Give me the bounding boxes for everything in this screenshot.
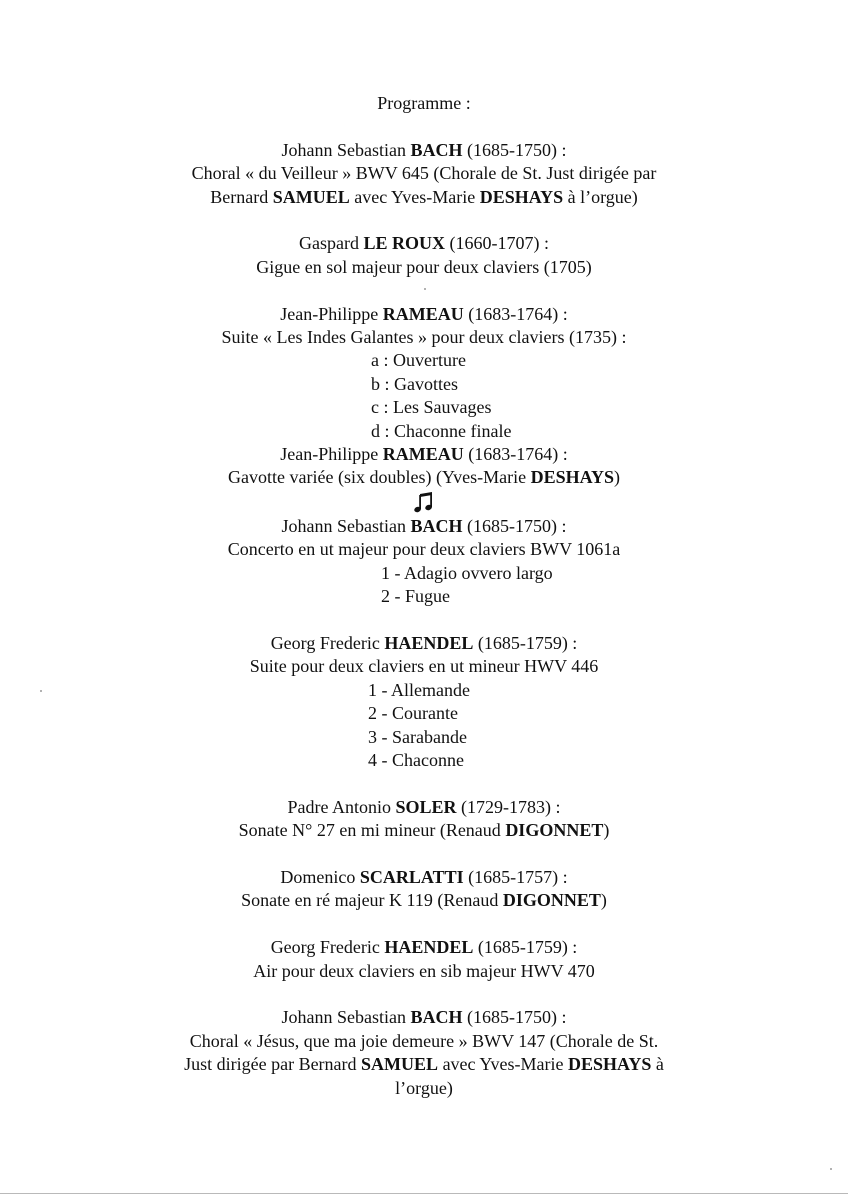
composer-first-name: Gaspard: [299, 233, 364, 254]
work-text: Gigue en sol majeur pour deux claviers (1705): [256, 256, 592, 277]
composer-dates: (1685-1750) :: [462, 139, 567, 160]
spacer: [0, 983, 848, 1006]
performer-name: DIGONNET: [502, 890, 601, 911]
composer-heading: [0, 936, 848, 959]
movement-item: a : Ouverture: [371, 350, 466, 371]
performer-name: DIGONNET: [505, 820, 604, 841]
composer-last-name: RAMEAU: [382, 444, 464, 465]
program-title: Programme :: [377, 93, 471, 113]
movement-item: 1 - Allemande: [368, 679, 470, 700]
work-text: l’orgue): [395, 1077, 453, 1098]
work-text: Choral « Jésus, que ma joie demeure » BWV 147 (Chorale de St.: [189, 1030, 659, 1051]
work-text: ): [600, 890, 607, 911]
composer-last-name: BACH: [410, 1007, 463, 1028]
work-line: [0, 1030, 848, 1053]
work-line: [0, 162, 848, 185]
composer-first-name: Domenico: [280, 866, 360, 887]
movement-item: 1 - Adagio ovvero largo: [381, 562, 553, 583]
work-line: [0, 466, 848, 489]
music-note-icon: [0, 491, 848, 515]
work-text: Choral « du Veilleur » BWV 645 (Chorale de St. Just dirigée par: [191, 163, 657, 184]
composer-dates: (1685-1759) :: [473, 632, 578, 653]
spacer: [0, 843, 848, 866]
composer-heading: [0, 303, 848, 326]
work-text: Bernard: [210, 186, 273, 207]
composer-heading: [0, 1006, 848, 1029]
work-line: [0, 256, 848, 279]
composer-heading: [0, 796, 848, 819]
work-line: [0, 889, 848, 912]
movement-item: b : Gavottes: [371, 373, 458, 394]
program-list: [0, 92, 848, 1100]
composer-heading: [0, 232, 848, 255]
work-text: Just dirigée par Bernard: [184, 1054, 362, 1075]
movement-item: c : Les Sauvages: [371, 397, 492, 418]
composer-last-name: SCARLATTI: [359, 866, 464, 887]
work-text: Sonate en ré majeur K 119 (Renaud: [241, 890, 503, 911]
scan-speck: [40, 690, 42, 692]
scan-speck: [830, 1168, 832, 1170]
composer-first-name: Jean-Philippe: [280, 444, 383, 465]
work-text: Concerto en ut majeur pour deux claviers BWV 1061a: [227, 539, 621, 560]
composer-heading: [0, 443, 848, 466]
work-text: à: [651, 1054, 664, 1075]
work-text: avec Yves-Marie: [349, 186, 480, 207]
composer-first-name: Georg Frederic: [270, 937, 385, 958]
composer-dates: (1685-1757) :: [463, 866, 568, 887]
spacer: [0, 608, 848, 631]
work-text: ): [603, 820, 610, 841]
composer-first-name: Johann Sebastian: [281, 1007, 411, 1028]
performer-name: DESHAYS: [568, 1054, 652, 1075]
performer-name: SAMUEL: [361, 1054, 439, 1075]
composer-dates: (1683-1764) :: [463, 444, 568, 465]
composer-heading: [0, 632, 848, 655]
work-line: [0, 186, 848, 209]
composer-heading: [0, 139, 848, 162]
movement-item: 3 - Sarabande: [368, 726, 467, 747]
work-line: [0, 326, 848, 349]
work-text: Gavotte variée (six doubles) (Yves-Marie: [228, 467, 531, 488]
composer-last-name: BACH: [410, 515, 463, 536]
composer-last-name: SOLER: [395, 796, 457, 817]
performer-name: DESHAYS: [479, 186, 564, 207]
work-text: avec Yves-Marie: [438, 1054, 569, 1075]
composer-first-name: Georg Frederic: [270, 632, 385, 653]
composer-first-name: Jean-Philippe: [280, 303, 383, 324]
composer-heading: [0, 515, 848, 538]
work-text: Suite « Les Indes Galantes » pour deux claviers (1735) :: [221, 327, 627, 348]
work-text: Sonate N° 27 en mi mineur (Renaud: [238, 820, 506, 841]
spacer: [0, 913, 848, 936]
performer-name: DESHAYS: [530, 467, 614, 488]
work-line: [0, 1077, 848, 1100]
scan-speck: [424, 288, 426, 290]
composer-last-name: HAENDEL: [384, 937, 474, 958]
composer-last-name: HAENDEL: [384, 632, 474, 653]
composer-first-name: Padre Antonio: [287, 796, 396, 817]
movement-item: 2 - Courante: [368, 703, 458, 724]
work-text: Air pour deux claviers en sib majeur HWV 470: [253, 960, 595, 981]
composer-first-name: Johann Sebastian: [281, 139, 411, 160]
spacer: [0, 209, 848, 232]
composer-dates: (1685-1759) :: [473, 937, 578, 958]
composer-dates: (1683-1764) :: [463, 303, 568, 324]
work-text: ): [613, 467, 620, 488]
performer-name: SAMUEL: [272, 186, 350, 207]
work-line: [0, 960, 848, 983]
movement-item: 2 - Fugue: [381, 586, 450, 607]
spacer: [0, 772, 848, 795]
work-text: Suite pour deux claviers en ut mineur HWV 446: [249, 656, 599, 677]
movement-item: d : Chaconne finale: [371, 420, 512, 441]
composer-last-name: BACH: [410, 139, 463, 160]
composer-dates: (1685-1750) :: [462, 515, 567, 536]
scan-edge-line: [0, 1193, 848, 1194]
composer-heading: [0, 866, 848, 889]
work-line: [0, 1053, 848, 1076]
spacer: [0, 115, 848, 138]
work-line: [0, 819, 848, 842]
composer-dates: (1685-1750) :: [462, 1007, 567, 1028]
composer-last-name: LE ROUX: [363, 233, 445, 254]
movement-item: 4 - Chaconne: [368, 749, 464, 770]
composer-first-name: Johann Sebastian: [281, 515, 411, 536]
composer-dates: (1729-1783) :: [456, 796, 561, 817]
composer-last-name: RAMEAU: [382, 303, 464, 324]
work-text: à l’orgue): [563, 186, 638, 207]
work-line: [0, 655, 848, 678]
spacer: [0, 279, 848, 302]
composer-dates: (1660-1707) :: [445, 233, 549, 254]
work-line: [0, 538, 848, 561]
